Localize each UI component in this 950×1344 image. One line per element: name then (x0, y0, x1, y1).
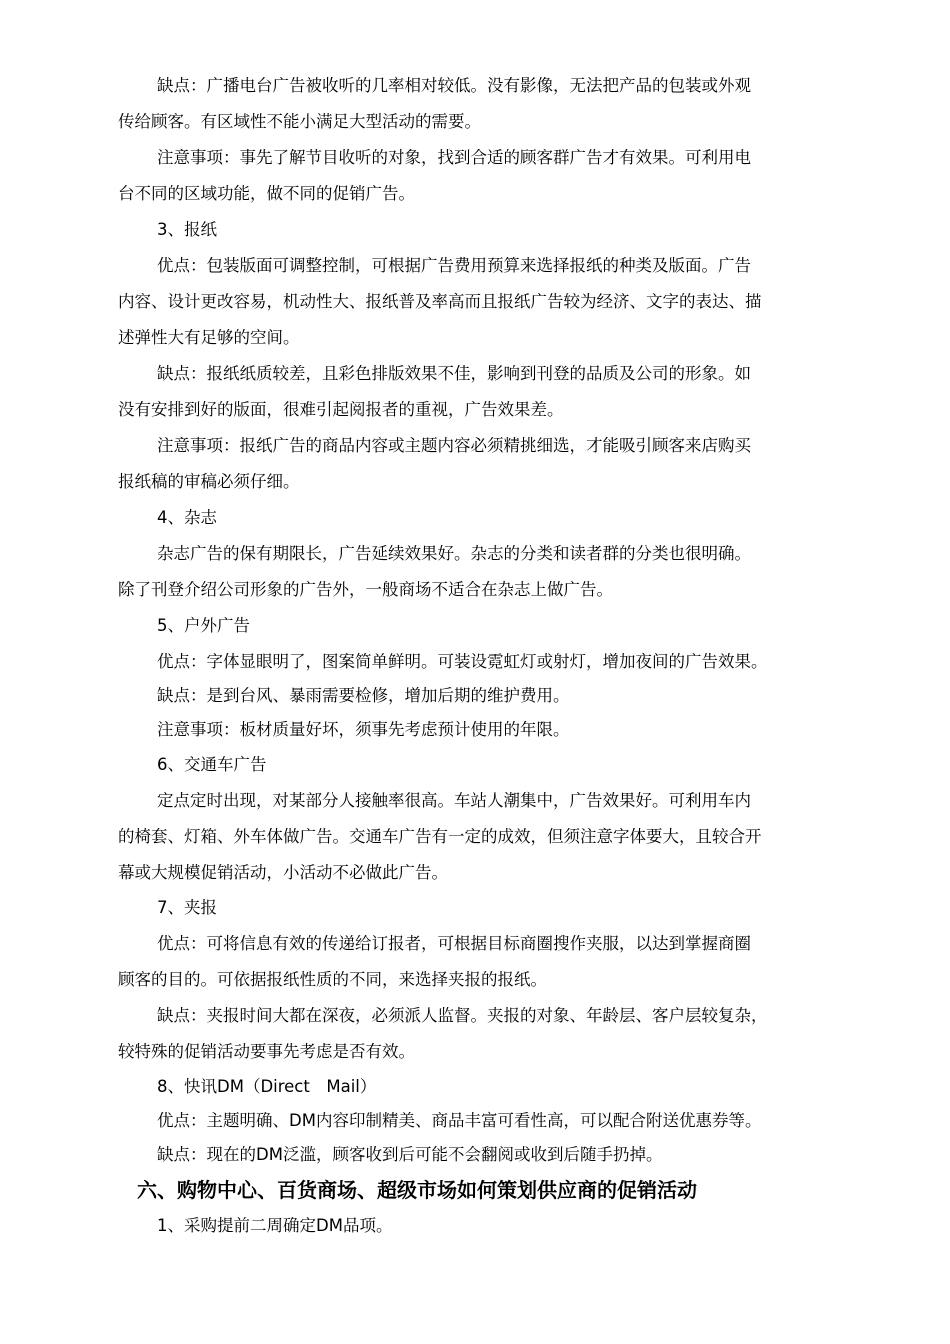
subheading-transit: 6、交通车广告 (157, 755, 267, 774)
paragraph-line: 缺点：现在的DM泛滥，顾客收到后可能不会翻阅或收到后随手扔掉。 (157, 1145, 663, 1164)
paragraph-line: 缺点：是到台风、暴雨需要检修，增加后期的维护费用。 (157, 686, 570, 705)
subheading-insert: 7、夹报 (157, 898, 217, 917)
paragraph-line: 缺点：广播电台广告被收听的几率相对较低。没有影像，无法把产品的包装或外观 (157, 76, 751, 95)
subheading-newspaper: 3、报纸 (157, 220, 217, 239)
paragraph-line: 顾客的目的。可依据报纸性质的不同，来选择夹报的报纸。 (118, 970, 547, 989)
paragraph-line: 杂志广告的保有期限长，广告延续效果好。杂志的分类和读者群的分类也很明确。 (157, 544, 751, 563)
section-heading: 六、购物中心、百货商场、超级市场如何策划供应商的促销活动 (137, 1178, 697, 1202)
paragraph-line: 注意事项：报纸广告的商品内容或主题内容必须精挑细选，才能吸引顾客来店购买 (157, 436, 751, 455)
subheading-dm: 8、快讯DM（Direct Mail） (157, 1077, 377, 1096)
subheading-outdoor: 5、户外广告 (157, 616, 250, 635)
paragraph-line: 优点：包装版面可调整控制，可根据广告费用预算来选择报纸的种类及版面。广告 (157, 256, 751, 275)
paragraph-line: 除了刊登介绍公司形象的广告外，一般商场不适合在杂志上做广告。 (118, 580, 613, 599)
paragraph-line: 幕或大规模促销活动，小活动不必做此广告。 (118, 863, 448, 882)
paragraph-line: 优点：字体显眼明了，图案简单鲜明。可装设霓虹灯或射灯，增加夜间的广告效果。 (157, 652, 768, 671)
paragraph-line: 的椅套、灯箱、外车体做广告。交通车广告有一定的成效，但须注意字体要大，且较合开 (118, 827, 762, 846)
paragraph-line: 传给顾客。有区域性不能小满足大型活动的需要。 (118, 112, 481, 131)
paragraph-line: 较特殊的促销活动要事先考虑是否有效。 (118, 1042, 415, 1061)
paragraph-line: 注意事项：事先了解节目收听的对象，找到合适的顾客群广告才有效果。可利用电 (157, 148, 751, 167)
paragraph-line: 定点定时出现，对某部分人接触率很高。车站人潮集中，广告效果好。可利用车内 (157, 791, 751, 810)
paragraph-line: 优点：主题明确、DM内容印制精美、商品丰富可看性高，可以配合附送优惠券等。 (157, 1111, 762, 1130)
paragraph-line: 述弹性大有足够的空间。 (118, 328, 300, 347)
paragraph-line: 优点：可将信息有效的传递给订报者，可根据目标商圈搜作夹服，以达到掌握商圈 (157, 934, 751, 953)
paragraph-line: 缺点：报纸纸质较差，且彩色排版效果不佳，影响到刊登的品质及公司的形象。如 (157, 364, 751, 383)
paragraph-line: 缺点：夹报时间大都在深夜，必须派人监督。夹报的对象、年龄层、客户层较复杂， (157, 1006, 768, 1025)
subheading-magazine: 4、杂志 (157, 508, 217, 527)
paragraph-line: 注意事项：板材质量好坏，须事先考虑预计使用的年限。 (157, 720, 570, 739)
paragraph-line: 内容、设计更改容易，机动性大、报纸普及率高而且报纸广告较为经济、文字的表达、描 (118, 292, 762, 311)
paragraph-line: 台不同的区域功能，做不同的促销广告。 (118, 184, 415, 203)
paragraph-line: 1、采购提前二周确定DM品项。 (157, 1216, 393, 1235)
paragraph-line: 没有安排到好的版面，很难引起阅报者的重视，广告效果差。 (118, 400, 564, 419)
paragraph-line: 报纸稿的审稿必须仔细。 (118, 472, 300, 491)
